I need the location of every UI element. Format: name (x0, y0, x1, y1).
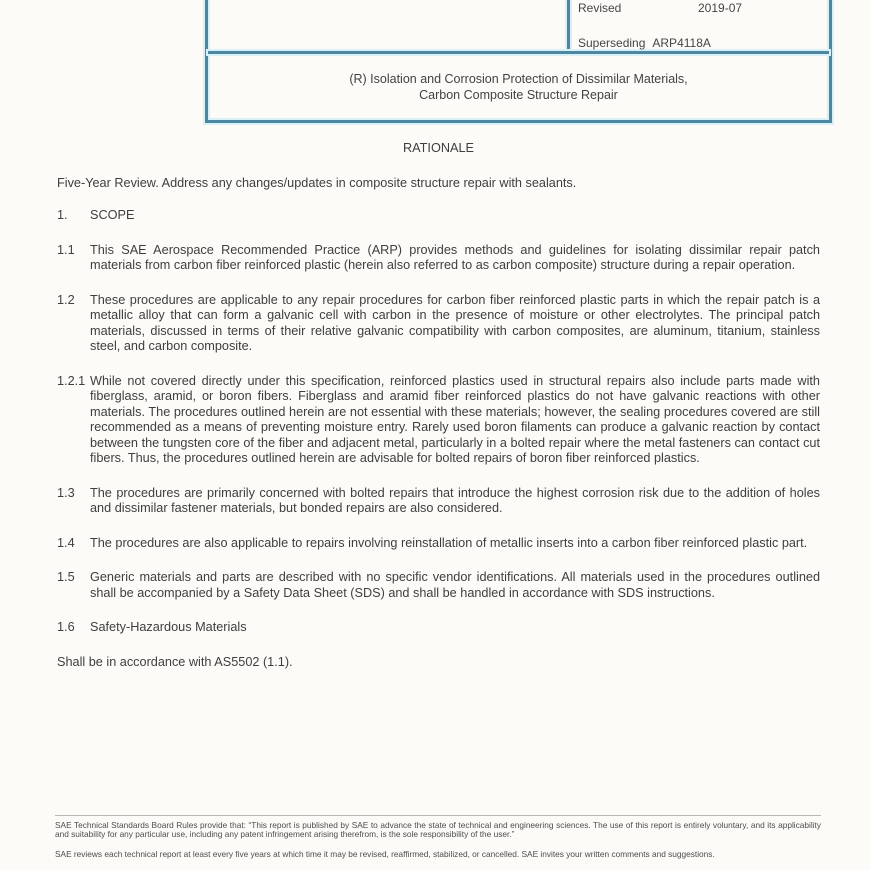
section-number: 1.6 (57, 620, 75, 634)
section-number: 1.5 (57, 570, 75, 584)
footer-divider (55, 815, 821, 816)
revised-date: 2019-07 (698, 1, 743, 15)
document-title-line1: (R) Isolation and Corrosion Protection of Dissimilar Materials, (349, 72, 688, 86)
section-1-2-1 (57, 374, 820, 467)
header-table-vertical-divider (567, 0, 570, 52)
section-text: The procedures are primarily concerned with bolted repairs that introduce the highest corrosion risk due to the addition of holes and dissimilar fastener materials, but bonded repairs are also considered. (90, 485, 820, 515)
section-1-2 (57, 293, 820, 355)
section-text: While not covered directly under this specification, reinforced plastics used in structural repairs also include parts made with fiberglass, aramid, or boron fibers. Fiberglass and aramid fiber reinforced plastics do not have galvanic reactions with other materials. The procedures outlined herein are not essential with these materials; however, the sealing procedures covered are still recommended as a means of preventing moisture entry. Rarely used boron filaments can produce a galvanic reaction by contact between the tungsten core of the fiber and adjacent metal, particularly in a bolted repair where the metal fasteners can contact cut fibers. Thus, the procedures outlined herein are advisable for bolted repairs of boron fiber reinforced plastics. (90, 373, 820, 465)
rationale-text: Five-Year Review. Address any changes/updates in composite structure repair with sealants. (57, 175, 577, 190)
rationale-heading: RATIONALE (403, 141, 474, 155)
section-text: This SAE Aerospace Recommended Practice (ARP) provides methods and guidelines for isolating dissimilar repair patch materials from carbon fiber reinforced plastic (herein also referred to as carbon composite) structure during a repair operation. (90, 242, 820, 272)
section-1-4 (57, 536, 820, 552)
revised-label: Revised (578, 1, 622, 15)
section-number: 1.2.1 (57, 373, 86, 388)
superseding-row (578, 36, 711, 50)
document-title (208, 71, 829, 103)
footer-paragraph-2: SAE reviews each technical report at least every five years at which time it may be revised, reaffirmed, stabilized, or cancelled. SAE invites your written comments and suggestions. (55, 849, 715, 859)
superseding-label: Superseding (578, 36, 646, 50)
footer-legal (55, 821, 821, 859)
section-number: 1.4 (57, 535, 75, 550)
header-table-horizontal-divider (208, 51, 829, 54)
header-table (205, 0, 832, 123)
section-1-1 (57, 243, 820, 274)
section-number: 1.3 (57, 485, 75, 500)
section-text: The procedures are also applicable to repairs involving reinstallation of metallic inserts into a carbon fiber reinforced plastic part. (90, 535, 808, 550)
section-text: Safety-Hazardous Materials (90, 620, 247, 634)
section-1 (57, 208, 820, 224)
section-1-3 (57, 486, 820, 517)
section-1-6 (57, 620, 820, 636)
section-number: 1.2 (57, 292, 75, 307)
section-text: Generic materials and parts are described with no specific vendor identifications. All materials used in the procedures outlined shall be accompanied by a Safety Data Sheet (SDS) and shall be handled in accordance with SDS instructions. (90, 570, 820, 600)
document-title-line2: Carbon Composite Structure Repair (419, 88, 618, 102)
section-heading-scope: SCOPE (90, 208, 135, 222)
section-1-5 (57, 570, 820, 601)
section-number: 1. (57, 208, 68, 222)
superseding-value: ARP4118A (652, 36, 711, 50)
closing-statement: Shall be in accordance with AS5502 (1.1). (57, 654, 293, 669)
footer-paragraph-1: SAE Technical Standards Board Rules provide that: “This report is published by SAE to advance the state of technical and engineering sciences. The use of this report is entirely voluntary, and its applicability and suitability for any particular use, including any patent infringement arising therefrom, is the sole responsibility of the user.” (55, 820, 821, 839)
document-body (57, 141, 820, 670)
section-text: These procedures are applicable to any repair procedures for carbon fiber reinforced plastic parts in which the repair patch is a metallic alloy that can form a galvanic cell with carbon in the presence of moisture or other electrolytes. The principal patch materials, discussed in terms of their relative galvanic compatibility with carbon composites, are aluminum, titanium, stainless steel, and carbon composite. (90, 292, 820, 353)
section-number: 1.1 (57, 242, 75, 257)
